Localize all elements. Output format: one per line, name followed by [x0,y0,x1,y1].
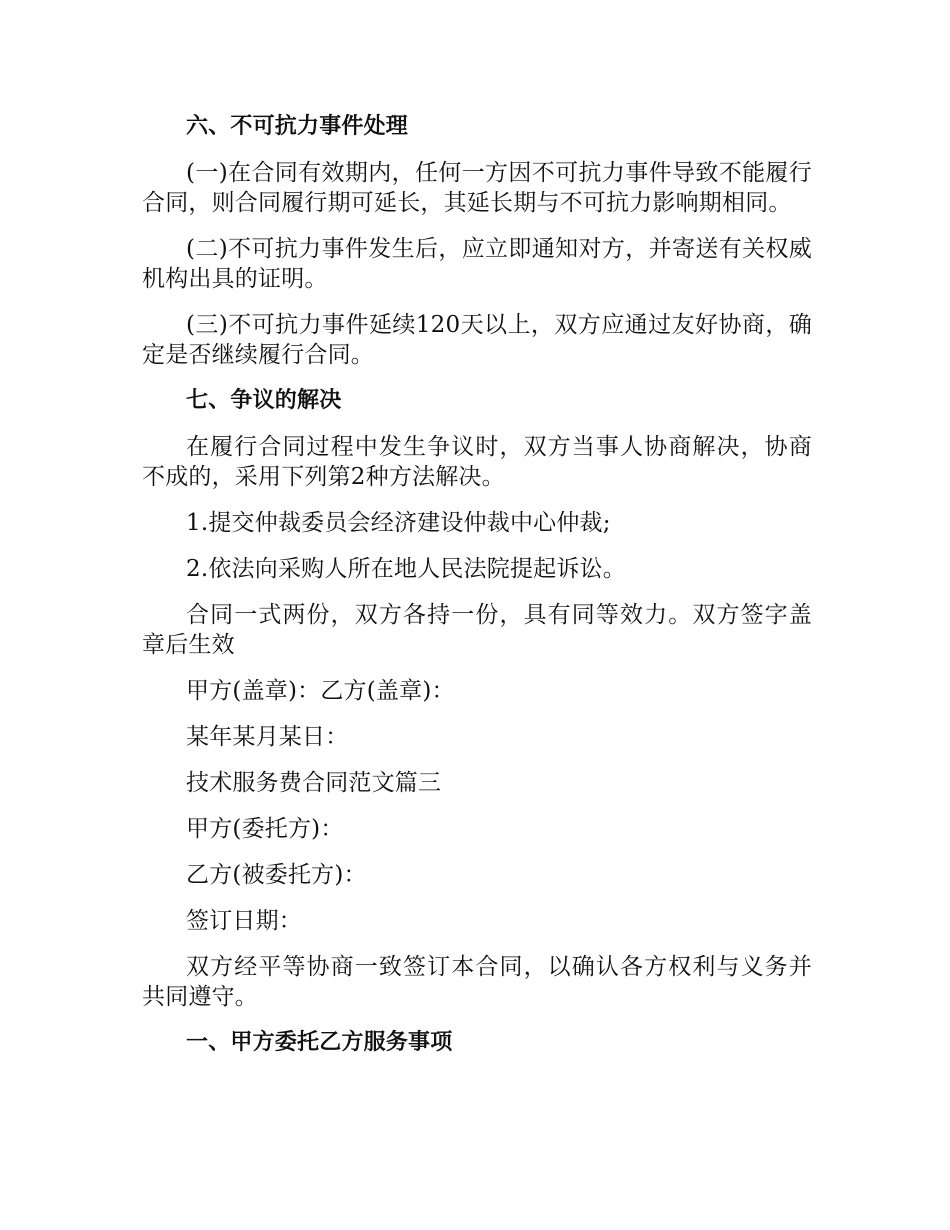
paragraph-dispute-option-1: 1.提交仲裁委员会经济建设仲裁中心仲裁; [186,510,611,536]
paragraph-force-majeure-1: (一)在合同有效期内，任何一方因不可抗力事件导致不能履行合同，则合同履行期可延长，其延长期与不可抗力影响期相同。 [142,160,812,216]
paragraph-party-seals: 甲方(盖章)：乙方(盖章)： [186,678,455,704]
paragraph-agreement-intro: 双方经平等协商一致签订本合同，以确认各方权利与义务并共同遵守。 [142,954,812,1010]
section-heading-dispute: 七、争议的解决 [186,388,342,413]
paragraph-force-majeure-2: (二)不可抗力事件发生后，应立即通知对方，并寄送有关权威机构出具的证明。 [142,236,812,292]
paragraph-date-line: 某年某月某日： [186,724,349,750]
paragraph-dispute-intro: 在履行合同过程中发生争议时，双方当事人协商解决，协商不成的，采用下列第2种方法解决。 [142,434,812,490]
document-page [142,112,812,1074]
paragraph-force-majeure-3: (三)不可抗力事件延续120天以上，双方应通过友好协商，确定是否继续履行合同。 [142,312,812,368]
section-heading-service-items: 一、甲方委托乙方服务事项 [186,1030,453,1055]
paragraph-party-b: 乙方(被委托方)： [186,862,367,888]
paragraph-party-a: 甲方(委托方)： [186,816,344,842]
section-heading-force-majeure: 六、不可抗力事件处理 [186,114,409,139]
paragraph-template-title: 技术服务费合同范文篇三 [186,770,442,796]
paragraph-contract-copies: 合同一式两份，双方各持一份，具有同等效力。双方签字盖章后生效 [142,602,812,658]
paragraph-dispute-option-2: 2.依法向采购人所在地人民法院提起诉讼。 [186,556,626,582]
paragraph-signing-date: 签订日期： [186,908,302,934]
